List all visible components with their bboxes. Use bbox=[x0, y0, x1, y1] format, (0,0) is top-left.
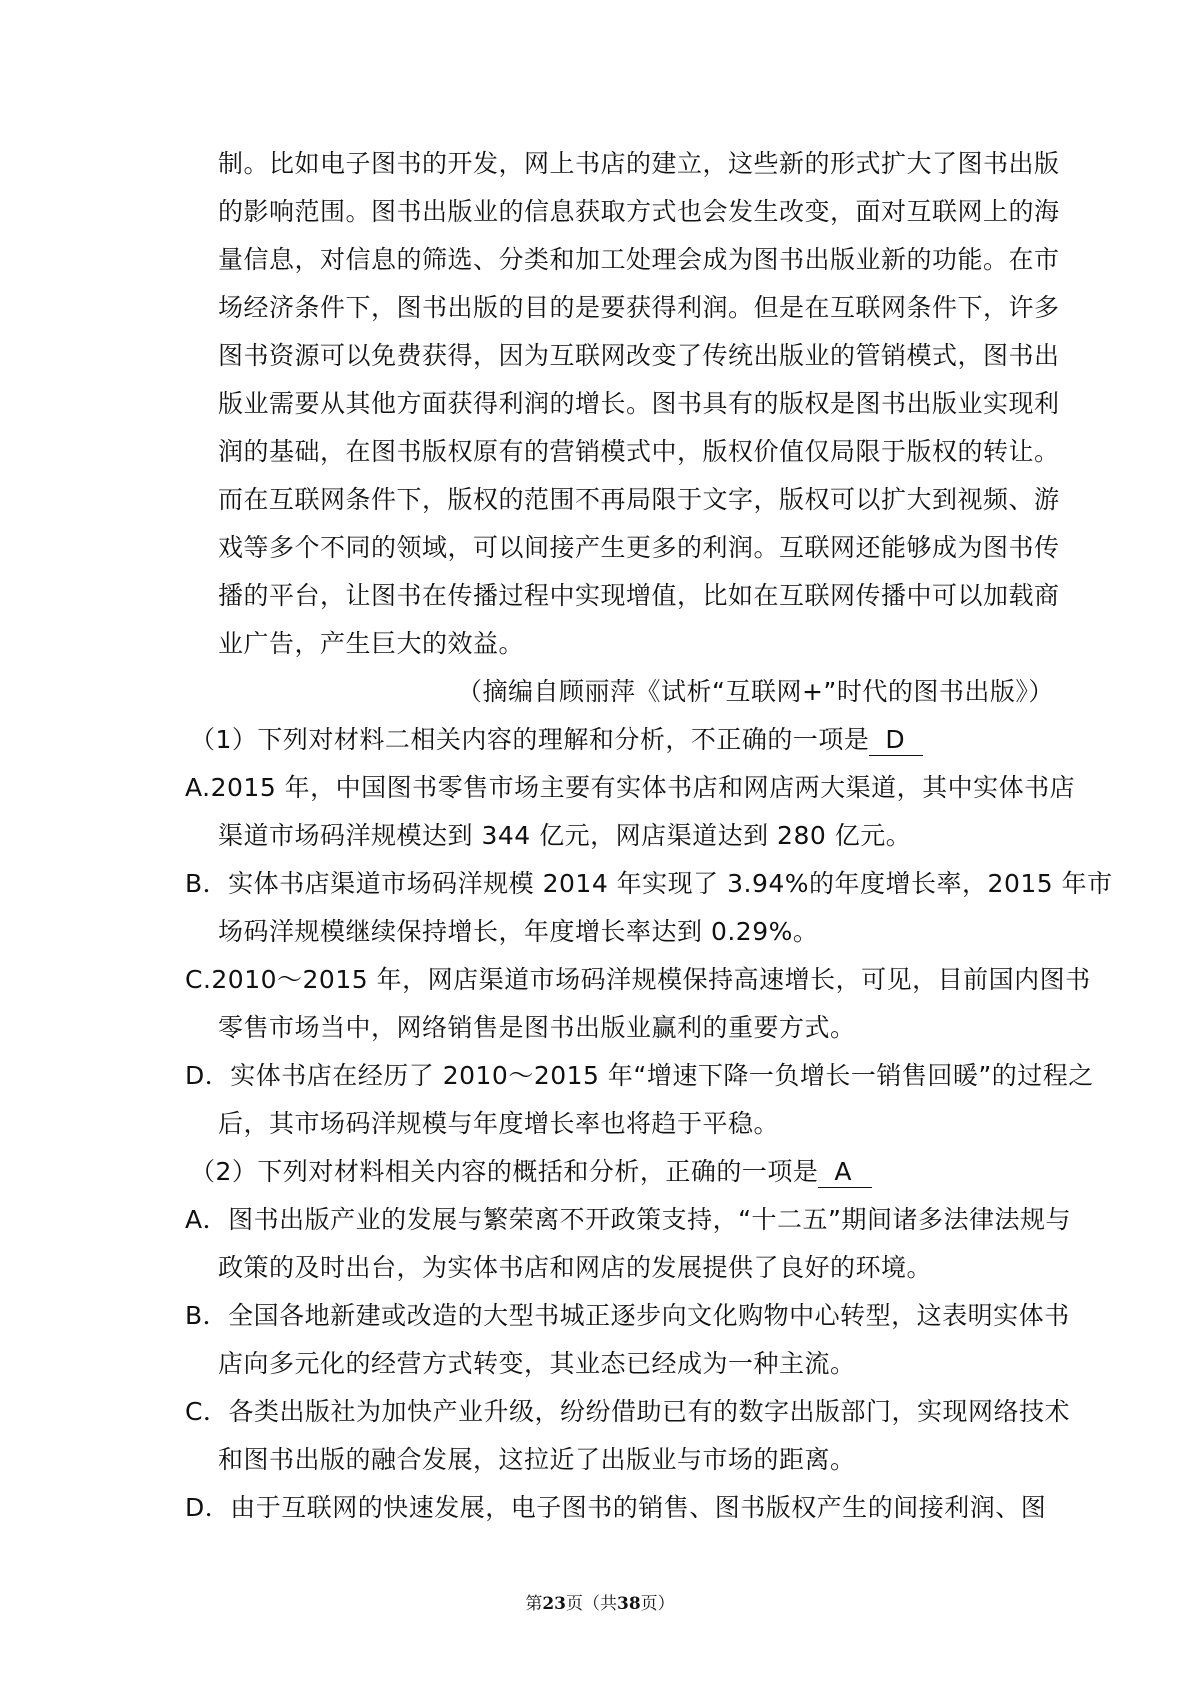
q2-option-c-line1: C．各类出版社为加快产业升级，纷纷借助已有的数字出版部门，实现网络技术 bbox=[185, 1397, 1070, 1426]
question-2-stem bbox=[190, 1152, 872, 1192]
passage-line: 场经济条件下，图书出版的目的是要获得利润。但是在互联网条件下，许多 bbox=[218, 293, 1060, 322]
footer-suffix: 页） bbox=[640, 1594, 675, 1614]
q2-option-b-line2: 店向多元化的经营方式转变，其业态已经成为一种主流。 bbox=[218, 1349, 856, 1378]
passage-line: 业广告，产生巨大的效益。 bbox=[218, 629, 525, 658]
q1-option-a-line1: A.2015 年，中国图书零售市场主要有实体书店和网店两大渠道，其中实体书店 bbox=[185, 773, 1076, 802]
q2-option-b-line1: B．全国各地新建或改造的大型书城正逐步向文化购物中心转型，这表明实体书 bbox=[185, 1301, 1070, 1330]
question-1-text: （1）下列对材料二相关内容的理解和分析，不正确的一项是 bbox=[190, 725, 870, 754]
passage-line: 而在互联网条件下，版权的范围不再局限于文字，版权可以扩大到视频、游 bbox=[218, 485, 1060, 514]
q2-option-c-line2: 和图书出版的融合发展，这拉近了出版业与市场的距离。 bbox=[218, 1445, 856, 1474]
footer-prefix: 第 bbox=[525, 1594, 543, 1614]
passage-line: 的影响范围。图书出版业的信息获取方式也会发生改变，面对互联网上的海 bbox=[218, 197, 1060, 226]
page-footer bbox=[0, 1592, 1200, 1616]
passage-line: 戏等多个不同的领域，可以间接产生更多的利润。互联网还能够成为图书传 bbox=[218, 533, 1060, 562]
footer-middle: 页（共 bbox=[566, 1594, 617, 1614]
q1-option-c-line1: C.2010～2015 年，网店渠道市场码洋规模保持高速增长，可见，目前国内图书 bbox=[185, 965, 1091, 994]
question-2-answer: A bbox=[818, 1157, 872, 1188]
question-1-answer: D bbox=[869, 725, 923, 756]
q2-option-a-line1: A．图书出版产业的发展与繁荣离不开政策支持，“十二五”期间诸多法律法规与 bbox=[185, 1205, 1072, 1234]
q2-option-a-line2: 政策的及时出台，为实体书店和网店的发展提供了良好的环境。 bbox=[218, 1253, 933, 1282]
footer-page-number: 23 bbox=[542, 1594, 566, 1614]
q1-option-d-line2: 后，其市场码洋规模与年度增长率也将趋于平稳。 bbox=[218, 1109, 780, 1138]
q1-option-b-line1: B．实体书店渠道市场码洋规模 2014 年实现了 3.94%的年度增长率，2015 年市 bbox=[185, 869, 1113, 898]
passage-line: 润的基础，在图书版权原有的营销模式中，版权价值仅局限于版权的转让。 bbox=[218, 437, 1060, 466]
passage-source: （摘编自顾丽萍《试析“互联网+”时代的图书出版》） bbox=[457, 677, 1054, 706]
q1-option-d-line1: D．实体书店在经历了 2010～2015 年“增速下降一负增长一销售回暖”的过程之 bbox=[185, 1061, 1094, 1090]
q1-option-b-line2: 场码洋规模继续保持增长，年度增长率达到 0.29%。 bbox=[218, 917, 819, 946]
passage-line: 播的平台，让图书在传播过程中实现增值，比如在互联网传播中可以加载商 bbox=[218, 581, 1060, 610]
passage-line: 版业需要从其他方面获得利润的增长。图书具有的版权是图书出版业实现利 bbox=[218, 389, 1060, 418]
question-1-stem bbox=[190, 720, 923, 760]
footer-total-pages: 38 bbox=[617, 1594, 641, 1614]
question-2-text: （2）下列对材料相关内容的概括和分析，正确的一项是 bbox=[190, 1157, 819, 1186]
passage-line: 制。比如电子图书的开发，网上书店的建立，这些新的形式扩大了图书出版 bbox=[218, 149, 1060, 178]
q1-option-a-line2: 渠道市场码洋规模达到 344 亿元，网店渠道达到 280 亿元。 bbox=[218, 821, 912, 850]
passage-line: 图书资源可以免费获得，因为互联网改变了传统出版业的管销模式，图书出 bbox=[218, 341, 1060, 370]
q2-option-d-line1: D．由于互联网的快速发展，电子图书的销售、图书版权产生的间接利润、图 bbox=[185, 1493, 1047, 1522]
q1-option-c-line2: 零售市场当中，网络销售是图书出版业赢利的重要方式。 bbox=[218, 1013, 856, 1042]
passage-line: 量信息，对信息的筛选、分类和加工处理会成为图书出版业新的功能。在市 bbox=[218, 245, 1060, 274]
